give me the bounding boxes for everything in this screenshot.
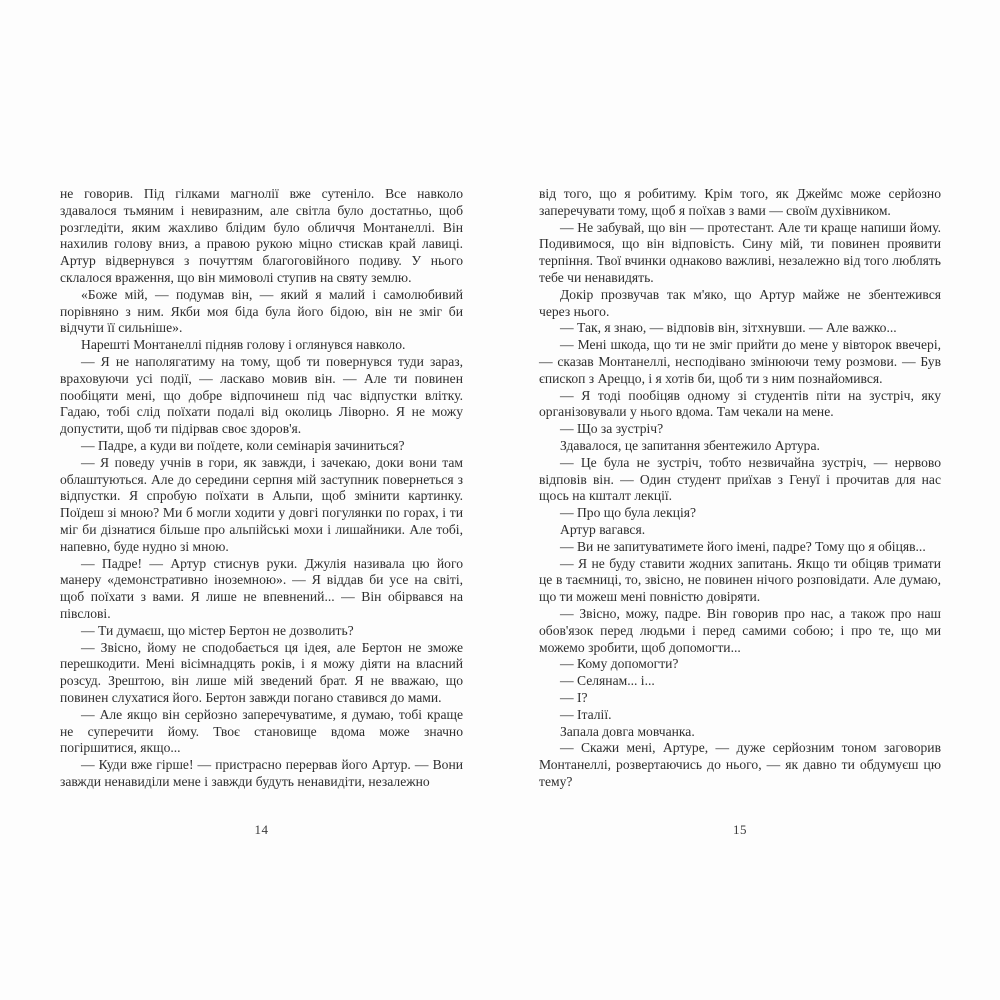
page-left (60, 186, 463, 866)
paragraph: — Падре! — Артур стиснув руки. Джулія називала цю його манеру «демонстративно іноземною». — Я віддав би усе на світі, щоб поїхати з вами. Я лише не впевнений... — Він обірвався на півслові. (60, 555, 463, 621)
paragraph: від того, що я робитиму. Крім того, як Джеймс може серйозно заперечувати тому, щоб я поїхав з вами — своїм духівником. (539, 186, 941, 218)
paragraph: Нарешті Монтанеллі підняв голову і оглянувся навколо. (81, 337, 406, 353)
paragraph: — Я не буду ставити жодних запитань. Якщо ти обіцяв тримати це в таємниці, то, звісно, не повинен нічого розповідати. Але думаю, що ти можеш мені повністю довіряти. (539, 555, 941, 605)
paragraph: — Селянам... і... (560, 673, 655, 689)
paragraph: — Я не наполягатиму на тому, щоб ти повернувся туди зараз, враховуючи усі події, — ласкаво мовив він. — Але ти повинен пообіцяти мені, що добре відпочинеш під час відпустки влітку. Гадаю, тобі слід поїхати подалі від околиць Ліворно. Я не можу допустити, щоб ти підірвав своє здоров'я. (60, 353, 463, 437)
page-right (539, 186, 941, 866)
paragraph: — Кому допомогти? (560, 656, 679, 672)
paragraph: Запала довга мовчанка. (560, 723, 695, 739)
paragraph: Артур вагався. (560, 521, 646, 537)
paragraph: — Італії. (560, 706, 612, 722)
paragraph: — Це була не зустріч, тобто незвичайна зустріч, — нервово відповів він. — Один студент приїхав з Генуї і прочитав для нас щось на кшталт лекції. (539, 454, 941, 504)
paragraph: Докір прозвучав так м'яко, що Артур майже не збентежився через нього. (539, 286, 941, 319)
paragraph: — Падре, а куди ви поїдете, коли семінарія зачиниться? (81, 437, 405, 453)
paragraph: — Скажи мені, Артуре, — дуже серйозним тоном заговорив Монтанеллі, розвертаючись до нього, — як давно ти обдумуєш цю тему? (539, 740, 941, 789)
paragraph: «Боже мій, — подумав він, — який я малий і самолюбивий порівняно з ним. Якби моя біда була його бідою, він не зміг би відчути її сильніше». (60, 286, 463, 336)
paragraph: — Не забувай, що він — протестант. Але ти краще напиши йому. Подивимося, що він відповість. Сину мій, ти повинен проявити терпіння. Твої вчинки однаково важливі, незалежно від того люблять тебе чи ненавидять. (539, 219, 941, 285)
paragraph: — Я тоді пообіцяв одному зі студентів піти на зустріч, яку організовували у нього вдома. Там чекали на мене. (539, 387, 941, 420)
paragraph: — Куди вже гірше! — пристрасно перервав його Артур. — Вони завжди ненавиділи мене і завжди будуть ненавидіти, незалежно (60, 757, 463, 789)
paragraph: не говорив. Під гілками магнолії вже сутеніло. Все навколо здавалося тьмяним і невиразним, але світла було достатньо, щоб розгледіти, яким жахливо блідим було обличчя Монтанеллі. Він нахилив голову вниз, а правою рукою міцно стискав край лавиці. Артур відвернувся з почуттям благоговійного подиву. У нього склалося враження, що він мимоволі ступив на святу землю. (60, 186, 463, 285)
paragraph: — Я поведу учнів в гори, як завжди, і зачекаю, доки вони там облаштуються. Але до середини серпня мій заступник повернеться з відпустки. Я спробую поїхати в Альпи, щоб змінити картинку. Поїдеш зі мною? Ми б могли ходити у довгі погулянки по горах, і ти міг би дізнатися більше про альпійські мохи і лишайники. Але тобі, напевно, буде нудно зі мною. (60, 454, 463, 554)
paragraph: — Ви не запитуватимете його імені, падре? Тому що я обіцяв... (560, 538, 926, 554)
page-left-text (60, 186, 463, 791)
paragraph: — Звісно, йому не сподобається ця ідея, але Бертон не зможе перешкодити. Мені вісімнадцять років, і я можу діяти на власний розсуд. Зрештою, він лише мій зведений брат. Я не вважаю, що повинен слухатися його. Бертон завжди погано ставився до мами. (60, 639, 463, 705)
paragraph: — І? (560, 689, 588, 705)
paragraph: — Мені шкода, що ти не зміг прийти до мене у вівторок ввечері, — сказав Монтанеллі, несподівано змінюючи тему розмови. — Був єпископ з Ареццо, і я хотів би, щоб ти з ним познайомився. (539, 337, 941, 386)
paragraph: — Звісно, можу, падре. Він говорив про нас, а також про наш обов'язок перед людьми і перед самими собою; і про те, що ми можемо зробити, щоб допомогти... (539, 605, 941, 655)
page-right-text (539, 186, 941, 791)
paragraph: — Про що була лекція? (560, 505, 697, 521)
paragraph: — Що за зустріч? (560, 421, 664, 437)
page-number-left: 14 (254, 822, 269, 837)
page-number-right: 15 (733, 822, 747, 837)
paragraph: Здавалося, це запитання збентежило Артура. (560, 437, 820, 453)
paragraph: — Ти думаєш, що містер Бертон не дозволить? (81, 622, 354, 638)
paragraph: — Але якщо він серйозно заперечуватиме, я думаю, тобі краще не суперечити йому. Твоє становище вдома може значно погіршитися, якщо... (60, 706, 463, 756)
paragraph: — Так, я знаю, — відповів він, зітхнувши. — Але важко... (560, 320, 897, 336)
